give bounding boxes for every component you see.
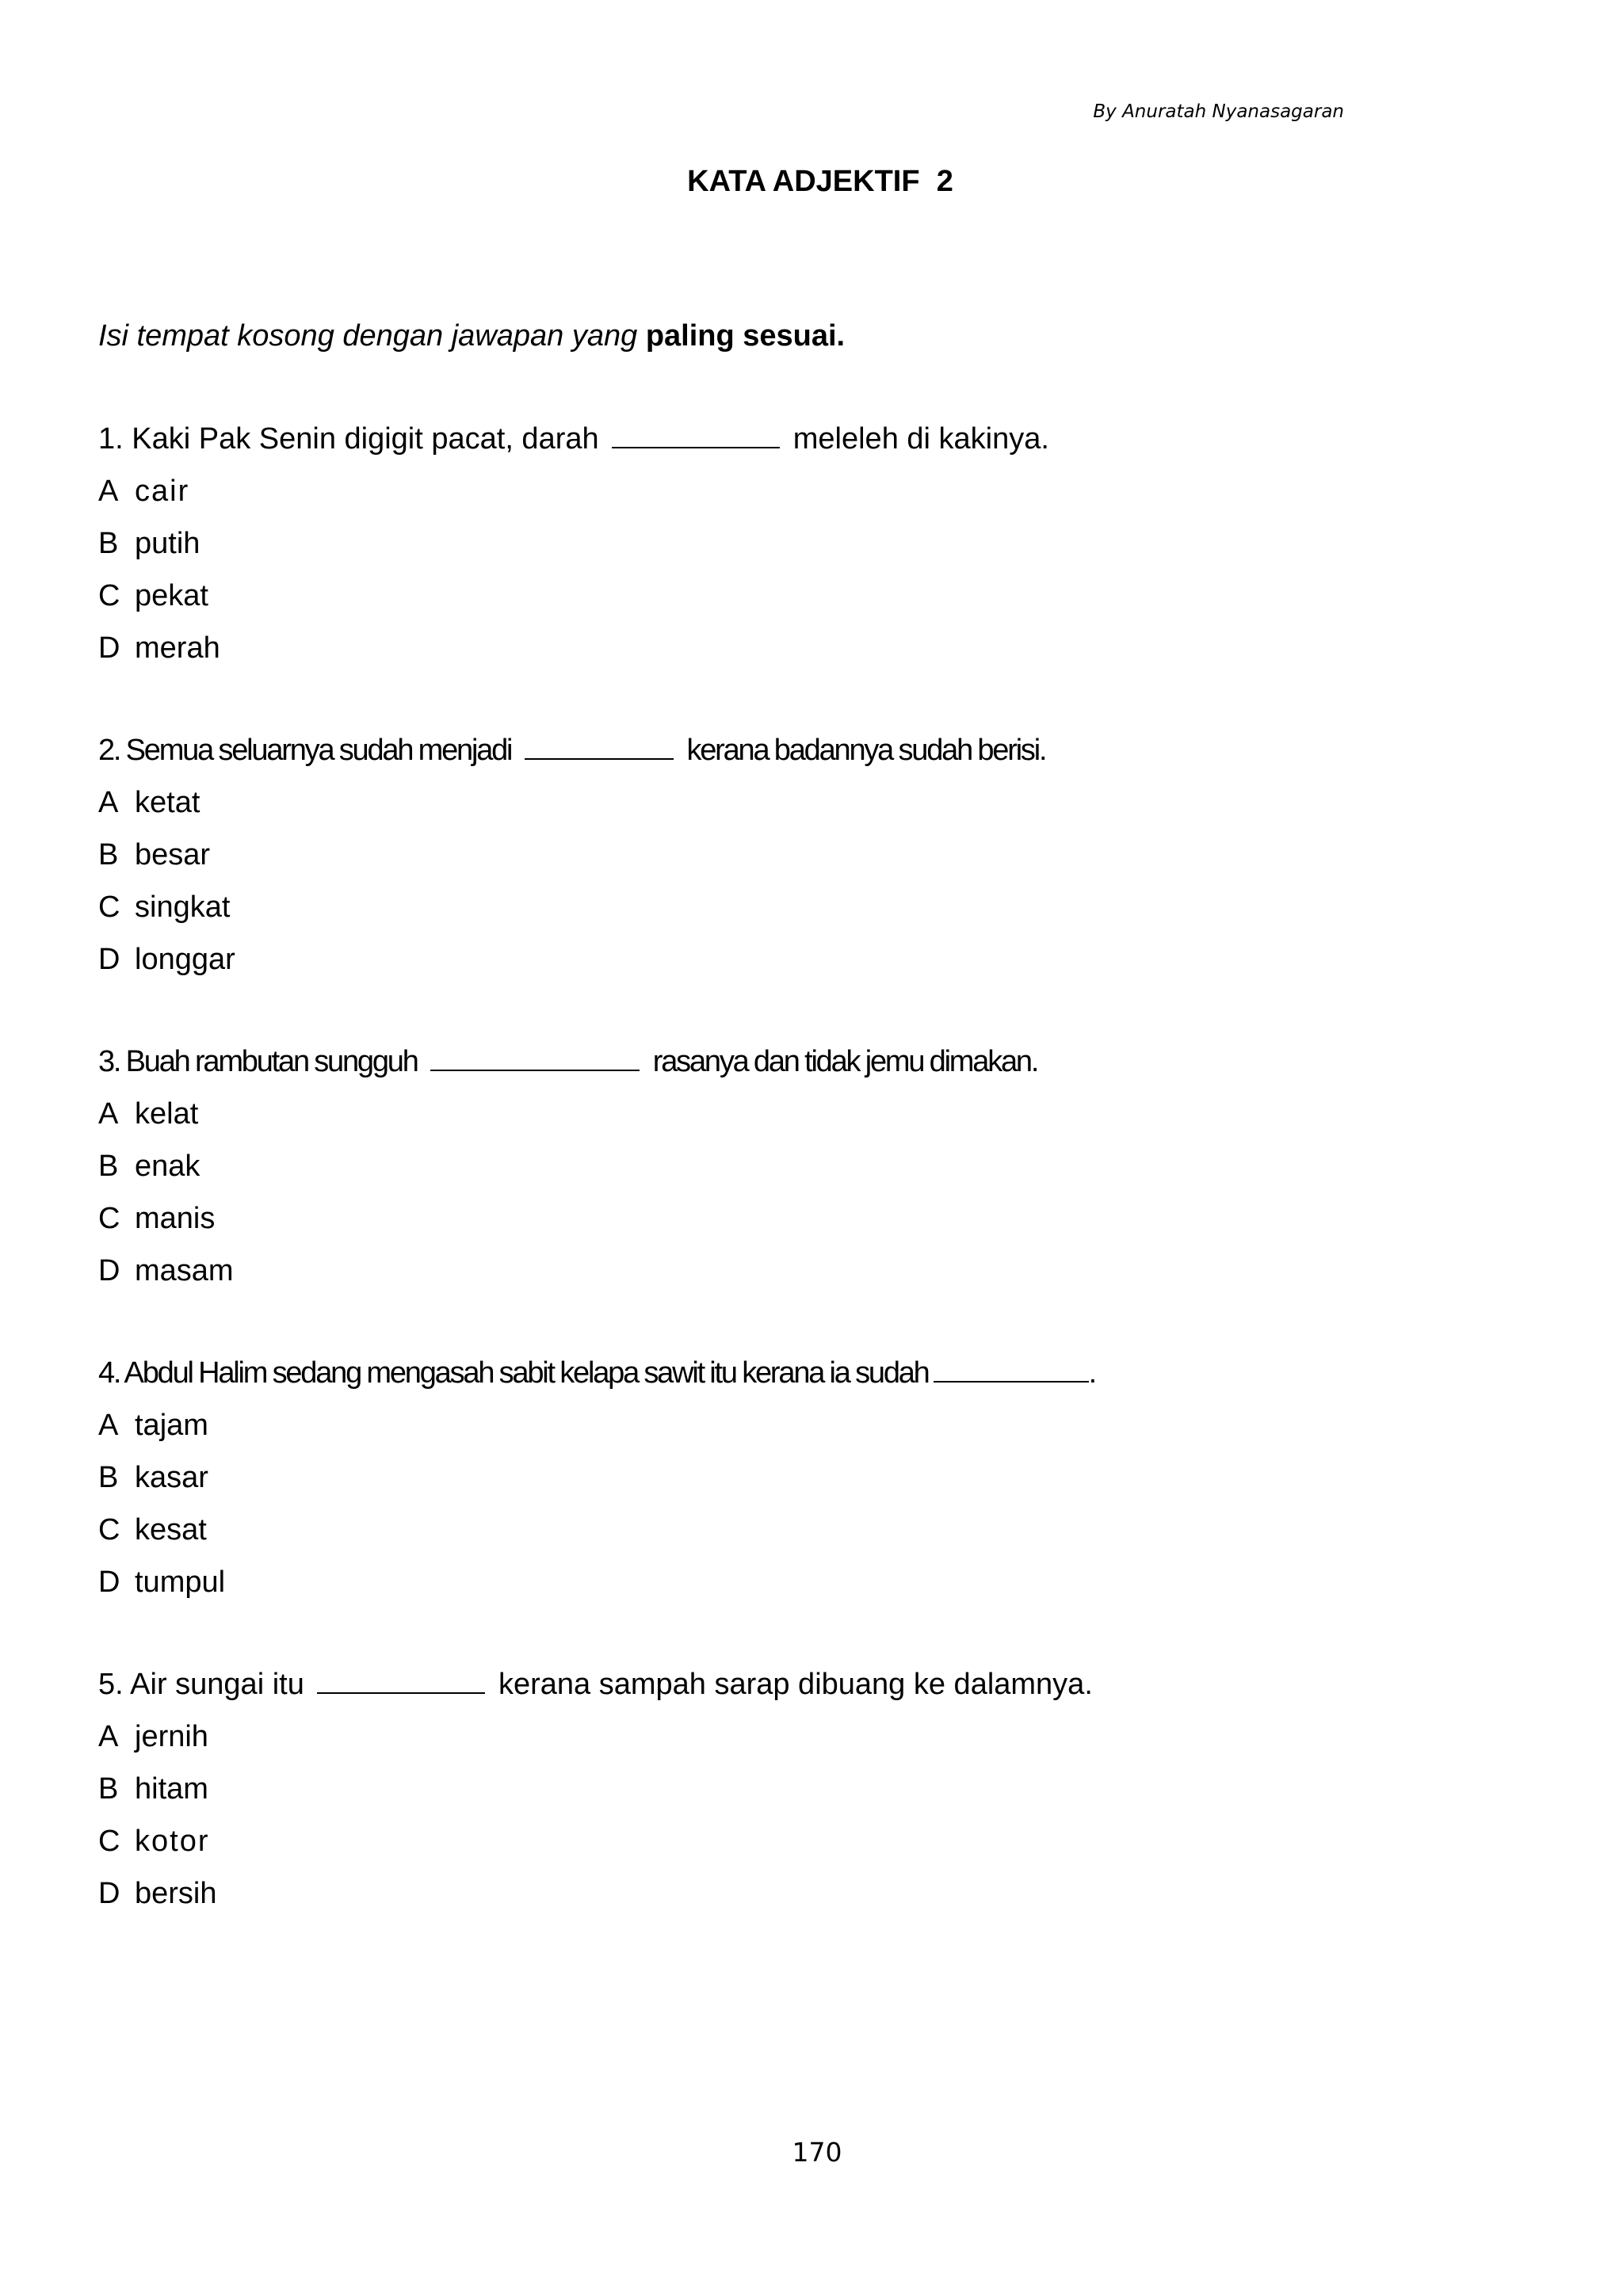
question-stem <box>98 1043 1525 1095</box>
option-text: tajam <box>135 1409 208 1442</box>
option-text: besar <box>135 838 211 871</box>
option-letter: C <box>98 579 120 612</box>
option-letter: A <box>98 1097 119 1131</box>
option-letter: B <box>98 838 119 871</box>
option-letter: C <box>98 1825 120 1858</box>
instruction <box>98 317 845 355</box>
question-text-after: kerana sampah sarap dibuang ke dalamnya. <box>498 1668 1093 1701</box>
answer-blank <box>317 1665 485 1694</box>
option-a <box>98 1406 1525 1459</box>
option-b <box>98 1147 1525 1199</box>
option-d <box>98 1875 1525 1927</box>
option-text: masam <box>135 1254 234 1287</box>
question-text-before: 4. Abdul Halim sedang mengasah sabit kelapa sawit itu kerana ia sudah <box>98 1356 929 1390</box>
option-d <box>98 940 1525 993</box>
question-3 <box>98 1043 1525 1304</box>
option-letter: C <box>98 1513 120 1547</box>
option-a <box>98 784 1525 836</box>
question-text-before: 5. Air sungai itu <box>98 1668 304 1701</box>
option-d <box>98 1252 1525 1304</box>
question-text-after: meleleh di kakinya. <box>792 422 1049 456</box>
option-letter: B <box>98 527 119 560</box>
question-1 <box>98 420 1525 681</box>
option-c <box>98 888 1525 940</box>
page-number: 170 <box>792 2137 842 2168</box>
option-text: bersih <box>135 1877 217 1910</box>
option-b <box>98 524 1525 577</box>
option-text: jernih <box>135 1720 208 1753</box>
option-c <box>98 1199 1525 1252</box>
answer-blank <box>430 1043 640 1071</box>
option-text: enak <box>135 1150 200 1183</box>
option-text: kesat <box>135 1513 207 1547</box>
option-text: pekat <box>135 579 208 612</box>
option-text: hitam <box>135 1772 208 1806</box>
option-letter: D <box>98 943 120 976</box>
option-letter: B <box>98 1150 119 1183</box>
option-d <box>98 1563 1525 1615</box>
option-letter: C <box>98 891 120 924</box>
question-text-after: rasanya dan tidak jemu dimakan. <box>652 1045 1038 1078</box>
option-letter: A <box>98 786 119 819</box>
question-stem <box>98 1665 1525 1718</box>
option-text: ketat <box>135 786 200 819</box>
question-5 <box>98 1665 1525 1927</box>
option-a <box>98 1718 1525 1770</box>
option-letter: D <box>98 1566 120 1599</box>
option-text: cair <box>135 475 190 508</box>
option-text: putih <box>135 527 200 560</box>
option-text: kelat <box>135 1097 199 1131</box>
option-a <box>98 1095 1525 1147</box>
question-4 <box>98 1354 1525 1615</box>
option-letter: A <box>98 1409 119 1442</box>
instruction-text: Isi tempat kosong dengan jawapan yang <box>98 319 646 353</box>
option-letter: A <box>98 475 119 508</box>
answer-blank <box>525 731 674 760</box>
option-letter: D <box>98 631 120 665</box>
option-text: singkat <box>135 891 231 924</box>
option-letter: A <box>98 1720 119 1753</box>
option-b <box>98 1459 1525 1511</box>
option-c <box>98 1822 1525 1875</box>
option-letter: B <box>98 1772 119 1806</box>
page-title: KATA ADJEKTIF 2 <box>687 165 953 198</box>
question-stem <box>98 1354 1525 1406</box>
question-text-before: 2. Semua seluarnya sudah menjadi <box>98 734 512 767</box>
question-2 <box>98 731 1525 993</box>
option-b <box>98 1770 1525 1822</box>
option-text: kotor <box>135 1825 210 1858</box>
option-letter: D <box>98 1254 120 1287</box>
instruction-emphasis: paling sesuai. <box>645 319 846 353</box>
question-text-after: . <box>1088 1356 1095 1390</box>
option-c <box>98 577 1525 629</box>
option-text: kasar <box>135 1461 208 1494</box>
answer-blank <box>612 420 780 448</box>
option-letter: C <box>98 1202 120 1235</box>
option-b <box>98 836 1525 888</box>
option-letter: B <box>98 1461 119 1494</box>
author-credit: By Anuratah Nyanasagaran <box>1093 101 1344 122</box>
question-text-after: kerana badannya sudah berisi. <box>686 734 1046 767</box>
option-c <box>98 1511 1525 1563</box>
option-d <box>98 629 1525 681</box>
option-text: merah <box>135 631 220 665</box>
question-text-before: 3. Buah rambutan sungguh <box>98 1045 418 1078</box>
question-stem <box>98 420 1525 472</box>
option-letter: D <box>98 1877 120 1910</box>
question-text-before: 1. Kaki Pak Senin digigit pacat, darah <box>98 422 599 456</box>
option-text: manis <box>135 1202 216 1235</box>
option-text: longgar <box>135 943 235 976</box>
option-text: tumpul <box>135 1566 226 1599</box>
option-a <box>98 472 1525 524</box>
question-stem <box>98 731 1525 784</box>
answer-blank <box>934 1354 1089 1383</box>
